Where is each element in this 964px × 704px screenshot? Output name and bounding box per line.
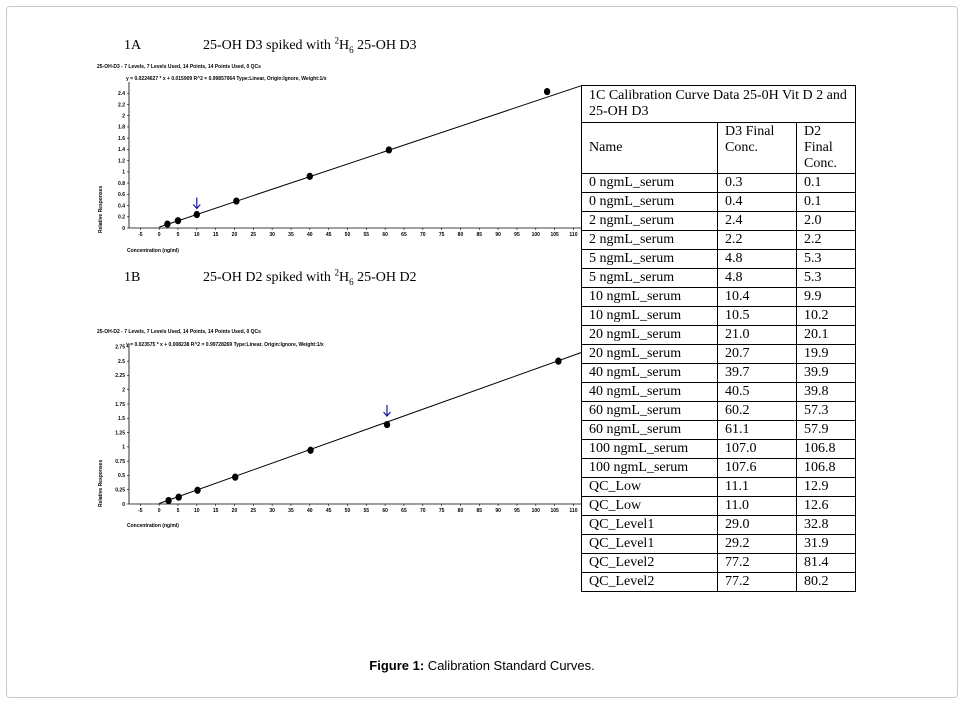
cell-d3-conc: 21.0 — [718, 326, 797, 345]
chart-plot-1b — [95, 338, 590, 528]
cell-name: QC_Level2 — [582, 573, 718, 592]
cell-d3-conc: 61.1 — [718, 421, 797, 440]
x-tick-label: 5 — [176, 232, 180, 238]
table-row — [582, 497, 856, 516]
y-axis-label-1a: Relative Responses — [98, 185, 104, 233]
data-point — [307, 447, 313, 454]
y-tick-label: 2 — [122, 113, 125, 120]
cell-d2-conc: 106.8 — [797, 459, 856, 478]
cell-name: QC_Low — [582, 478, 718, 497]
y-tick-label: 1.25 — [115, 430, 125, 437]
column-header-d2: D2 Final Conc. — [797, 123, 856, 174]
cell-d3-conc: 60.2 — [718, 402, 797, 421]
regression-line — [159, 86, 581, 227]
x-tick-label: 90 — [495, 232, 501, 238]
cell-d3-conc: 2.4 — [718, 212, 797, 231]
data-point — [164, 220, 170, 227]
cell-d2-conc: 19.9 — [797, 345, 856, 364]
cell-name: QC_Low — [582, 497, 718, 516]
x-tick-label: 15 — [212, 508, 219, 514]
x-tick-label: 10 — [194, 232, 200, 238]
x-tick-label: 90 — [495, 508, 501, 514]
cell-d2-conc: 0.1 — [797, 193, 856, 212]
y-tick-label: 1.8 — [118, 124, 125, 131]
cell-d3-conc: 10.4 — [718, 288, 797, 307]
cell-d3-conc: 4.8 — [718, 250, 797, 269]
cell-name: QC_Level1 — [582, 516, 718, 535]
cell-name: 100 ngmL_serum — [582, 459, 718, 478]
cell-d2-conc: 39.8 — [797, 383, 856, 402]
y-tick-label: 2.25 — [115, 373, 125, 380]
cell-d3-conc: 11.0 — [718, 497, 797, 516]
table-row — [582, 212, 856, 231]
x-tick-label: 10 — [194, 508, 200, 514]
x-tick-label: 70 — [420, 508, 426, 514]
x-tick-label: 20 — [231, 508, 238, 514]
x-tick-label: -5 — [138, 508, 143, 514]
table-body — [582, 174, 856, 592]
cell-d3-conc: 107.6 — [718, 459, 797, 478]
table-row — [582, 573, 856, 592]
cell-d2-conc: 0.1 — [797, 174, 856, 193]
cell-d2-conc: 39.9 — [797, 364, 856, 383]
cell-d2-conc: 10.2 — [797, 307, 856, 326]
x-tick-label: 50 — [344, 232, 351, 238]
table-row — [582, 307, 856, 326]
cell-name: 10 ngmL_serum — [582, 288, 718, 307]
x-tick-label: 80 — [457, 508, 464, 514]
cell-d2-conc: 2.2 — [797, 231, 856, 250]
cell-name: 40 ngmL_serum — [582, 383, 718, 402]
cell-name: 60 ngmL_serum — [582, 402, 718, 421]
cell-name: 60 ngmL_serum — [582, 421, 718, 440]
x-tick-label: 65 — [401, 508, 407, 514]
cell-name: 20 ngmL_serum — [582, 345, 718, 364]
chart-equation-1b: y = 0.023575 * x + 0.008238 R^2 = 0.99728269 Type:Linear, Origin:Ignore, Weight:1/x — [126, 342, 324, 348]
data-point — [194, 211, 200, 218]
cell-d3-conc: 40.5 — [718, 383, 797, 402]
x-tick-label: 95 — [514, 232, 520, 238]
y-tick-label: 1.2 — [118, 158, 125, 165]
cell-d2-conc: 5.3 — [797, 269, 856, 288]
y-tick-label: 0 — [122, 225, 125, 232]
cell-d3-conc: 10.5 — [718, 307, 797, 326]
cell-d2-conc: 31.9 — [797, 535, 856, 554]
x-tick-label: 110 — [569, 232, 578, 238]
table-row — [582, 516, 856, 535]
x-tick-label: 85 — [476, 508, 483, 514]
table-row — [582, 174, 856, 193]
x-tick-label: 65 — [401, 232, 407, 238]
cell-d2-conc: 57.9 — [797, 421, 856, 440]
x-tick-label: 50 — [344, 508, 351, 514]
figure-caption-prefix: Figure 1: — [369, 658, 425, 673]
x-tick-label: 5 — [176, 508, 180, 514]
y-tick-label: 0.75 — [115, 458, 125, 465]
table-header-row — [582, 123, 856, 174]
cell-d2-conc: 80.2 — [797, 573, 856, 592]
table-row — [582, 326, 856, 345]
data-point — [232, 474, 238, 481]
data-point — [176, 494, 182, 501]
cell-name: 100 ngmL_serum — [582, 440, 718, 459]
panel-label-1b: 1B — [124, 270, 141, 285]
column-header-name: Name — [582, 123, 718, 174]
cell-name: QC_Level2 — [582, 554, 718, 573]
data-point — [544, 88, 550, 95]
table-row — [582, 383, 856, 402]
cell-name: 2 ngmL_serum — [582, 212, 718, 231]
table-row — [582, 554, 856, 573]
x-tick-label: 95 — [514, 508, 520, 514]
y-tick-label: 2 — [122, 387, 125, 394]
cell-name: 10 ngmL_serum — [582, 307, 718, 326]
y-axis-label-1b: Relative Responses — [98, 459, 104, 507]
cell-d3-conc: 0.3 — [718, 174, 797, 193]
cell-d3-conc: 0.4 — [718, 193, 797, 212]
cell-d3-conc: 11.1 — [718, 478, 797, 497]
cell-d3-conc: 77.2 — [718, 554, 797, 573]
calibration-table — [581, 85, 856, 592]
x-tick-label: 100 — [531, 508, 540, 514]
x-tick-label: 75 — [438, 508, 445, 514]
cell-d2-conc: 57.3 — [797, 402, 856, 421]
cell-d3-conc: 107.0 — [718, 440, 797, 459]
chart-title-1b: 25-OH D2 spiked with $^2H_6$ 25-OH D2 — [203, 267, 417, 287]
cell-d2-conc: 12.6 — [797, 497, 856, 516]
x-axis-label-1a: Concentration (ng/ml) — [127, 248, 179, 254]
y-tick-label: 2.2 — [118, 102, 125, 109]
table-row — [582, 440, 856, 459]
table-row — [582, 364, 856, 383]
cell-d2-conc: 81.4 — [797, 554, 856, 573]
cell-name: 20 ngmL_serum — [582, 326, 718, 345]
chart-header-1a: 25-OH-D3 - 7 Levels, 7 Levels Used, 14 Points, 14 Points Used, 0 QCs — [97, 64, 261, 70]
x-tick-label: 60 — [382, 232, 388, 238]
cell-name: 5 ngmL_serum — [582, 250, 718, 269]
arrow-marker-icon — [384, 405, 391, 416]
cell-name: 2 ngmL_serum — [582, 231, 718, 250]
x-tick-label: 25 — [250, 232, 257, 238]
x-tick-label: 30 — [269, 508, 275, 514]
data-point — [307, 173, 313, 180]
cell-d2-conc: 32.8 — [797, 516, 856, 535]
cell-name: 5 ngmL_serum — [582, 269, 718, 288]
x-tick-label: 80 — [457, 232, 464, 238]
y-tick-label: 0.25 — [115, 487, 125, 494]
y-tick-label: 0 — [122, 501, 125, 508]
y-tick-label: 1.75 — [115, 401, 125, 408]
x-axis-label-1b: Concentration (ng/ml) — [127, 523, 179, 529]
table-row — [582, 288, 856, 307]
data-point — [194, 487, 200, 494]
x-tick-label: 70 — [420, 232, 426, 238]
figure-caption — [0, 658, 964, 673]
cell-d3-conc: 77.2 — [718, 573, 797, 592]
x-tick-label: 75 — [438, 232, 445, 238]
table-row — [582, 478, 856, 497]
cell-d2-conc: 20.1 — [797, 326, 856, 345]
column-header-d3: D3 Final Conc. — [718, 123, 797, 174]
chart-equation-1a: y = 0.0224627 * x + 0.015909 R^2 = 0.99857064 Type:Linear, Origin:Ignore, Weight:1/x — [126, 76, 327, 82]
chart-title-1a: 25-OH D3 spiked with $^2H_6$ 25-OH D3 — [203, 35, 417, 55]
x-tick-label: -5 — [138, 232, 143, 238]
y-tick-label: 0.4 — [118, 203, 125, 210]
table-row — [582, 459, 856, 478]
x-tick-label: 15 — [212, 232, 219, 238]
data-point — [175, 217, 181, 224]
x-tick-label: 30 — [269, 232, 275, 238]
y-tick-label: 1 — [122, 169, 125, 176]
x-tick-label: 55 — [363, 232, 370, 238]
panel-label-1a: 1A — [124, 38, 142, 53]
table-caption: 1C Calibration Curve Data 25-0H Vit D 2 and 25-OH D3 — [582, 86, 856, 123]
x-tick-label: 45 — [325, 508, 332, 514]
cell-d2-conc: 9.9 — [797, 288, 856, 307]
y-tick-label: 1.6 — [118, 135, 125, 142]
data-point — [165, 497, 171, 504]
cell-name: 0 ngmL_serum — [582, 174, 718, 193]
x-tick-label: 110 — [569, 508, 578, 514]
x-tick-label: 45 — [325, 232, 332, 238]
table-row — [582, 193, 856, 212]
x-tick-label: 35 — [288, 508, 294, 514]
y-tick-label: 2.5 — [118, 358, 125, 365]
x-tick-label: 105 — [550, 508, 559, 514]
y-tick-label: 0.5 — [118, 473, 125, 480]
x-tick-label: 35 — [288, 232, 294, 238]
x-tick-label: 40 — [307, 232, 313, 238]
data-point — [555, 358, 561, 365]
regression-line — [159, 353, 581, 504]
table-row — [582, 345, 856, 364]
y-tick-label: 2.4 — [118, 91, 125, 98]
chart-header-1b: 25-OH-D2 - 7 Levels, 7 Levels Used, 14 Points, 14 Points Used, 0 QCs — [97, 329, 261, 335]
x-tick-label: 85 — [476, 232, 483, 238]
chart-plot-1a — [95, 72, 590, 252]
cell-d3-conc: 39.7 — [718, 364, 797, 383]
cell-name: QC_Level1 — [582, 535, 718, 554]
table-caption-row — [582, 86, 856, 123]
cell-name: 0 ngmL_serum — [582, 193, 718, 212]
y-tick-label: 1 — [122, 444, 125, 451]
x-tick-label: 25 — [250, 508, 257, 514]
y-tick-label: 1.4 — [118, 147, 125, 154]
y-tick-label: 1.5 — [118, 416, 125, 423]
y-tick-label: 0.2 — [118, 214, 125, 221]
table-row — [582, 231, 856, 250]
cell-d3-conc: 4.8 — [718, 269, 797, 288]
arrow-marker-icon — [193, 197, 200, 208]
cell-d3-conc: 29.2 — [718, 535, 797, 554]
y-tick-label: 0.8 — [118, 180, 125, 187]
y-tick-label: 2.75 — [115, 344, 125, 351]
x-tick-label: 105 — [550, 232, 559, 238]
table-row — [582, 269, 856, 288]
cell-d3-conc: 29.0 — [718, 516, 797, 535]
x-tick-label: 0 — [157, 232, 161, 238]
x-tick-label: 55 — [363, 508, 370, 514]
cell-d2-conc: 12.9 — [797, 478, 856, 497]
x-tick-label: 40 — [307, 508, 313, 514]
x-tick-label: 20 — [231, 232, 238, 238]
x-tick-label: 100 — [531, 232, 540, 238]
table-row — [582, 421, 856, 440]
figure-caption-text: Calibration Standard Curves. — [424, 658, 595, 673]
cell-d2-conc: 5.3 — [797, 250, 856, 269]
data-point — [386, 146, 392, 153]
cell-d2-conc: 106.8 — [797, 440, 856, 459]
table-row — [582, 250, 856, 269]
y-tick-label: 0.6 — [118, 192, 125, 199]
x-tick-label: 60 — [382, 508, 388, 514]
data-point — [233, 197, 239, 204]
cell-d3-conc: 2.2 — [718, 231, 797, 250]
table-row — [582, 402, 856, 421]
cell-name: 40 ngmL_serum — [582, 364, 718, 383]
x-tick-label: 0 — [157, 508, 161, 514]
data-point — [384, 421, 390, 428]
cell-d3-conc: 20.7 — [718, 345, 797, 364]
cell-d2-conc: 2.0 — [797, 212, 856, 231]
table-row — [582, 535, 856, 554]
